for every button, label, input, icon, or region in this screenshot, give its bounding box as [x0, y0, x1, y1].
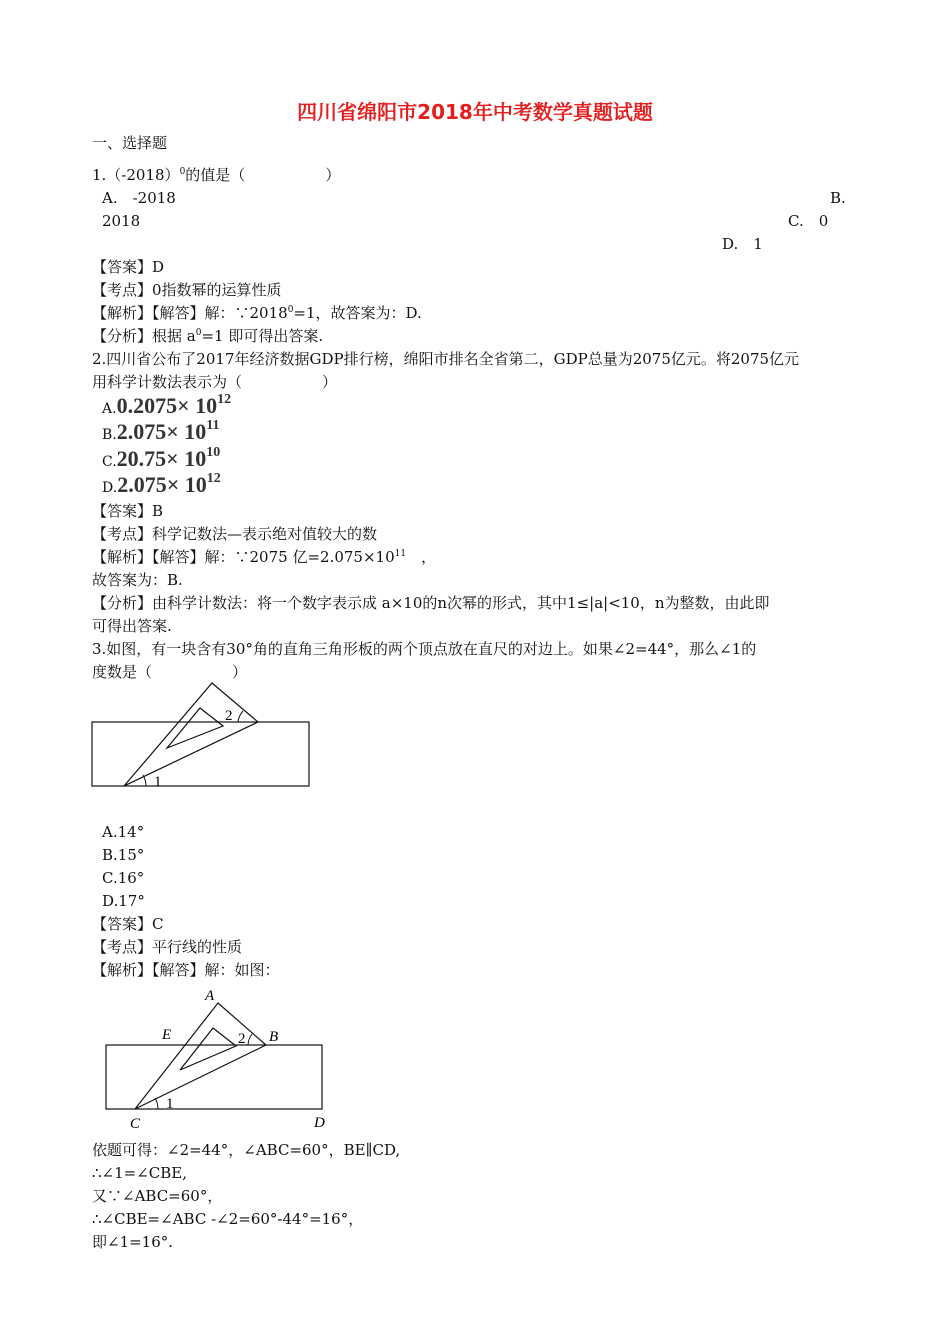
fig2-angle1-label: 1 [166, 1096, 174, 1112]
fig2-label-d: D [314, 1115, 325, 1131]
q3-stem-line1: 3.如图，有一块含有30°角的直角三角形板的两个顶点放在直尺的对边上。如果∠2=44°，那么∠1的 [92, 640, 757, 658]
fig2-label-b: B [269, 1029, 279, 1045]
q2-option-b: $B.2.075\times 10^{11}$ [102, 418, 220, 444]
q1-option-d: D. 1 [722, 235, 763, 253]
fig2-label-e: E [162, 1027, 172, 1043]
section-heading: 一、选择题 [92, 134, 168, 152]
q1-stem: $1.(-2018)^0$的值是（ ） [92, 166, 341, 184]
q1-analysis: 【解析】【解答】解：$\because 2018^0=1$，故答案为：D. [92, 304, 422, 322]
q2-fenxi-line2: 可得出答案. [92, 617, 172, 635]
angle-2-arc-2 [248, 1034, 252, 1045]
q1-option-c: C. 0 [788, 212, 829, 230]
q2-option-c: $C.20.75\times 10^{10}$ [102, 445, 221, 471]
fig2-label-c: C [130, 1116, 141, 1132]
q2-conclusion: 故答案为：B. [92, 571, 183, 589]
fig2-label-a: A [205, 988, 215, 1004]
page-title: 四川省绵阳市2018年中考数学真题试题 [297, 100, 653, 124]
fig1-angle2-label: 2 [225, 708, 233, 724]
q3-solution-line4: ∴∠CBE=∠ABC -∠2=60°-44°=16°， [92, 1210, 364, 1228]
q3-solution-line5: 即∠1=16°. [92, 1233, 174, 1251]
q3-solution-line1: 依题可得：∠2=44°，∠ABC=60°，BE∥CD, [92, 1141, 401, 1159]
q1-option-a: A. -2018 [102, 189, 176, 207]
q3-option-b: B.15° [102, 846, 145, 864]
q3-option-a: A.14° [102, 823, 145, 841]
q2-option-a: $A.0.2075\times 10^{12}$ [102, 392, 232, 418]
q3-stem-line2: 度数是（ ） [92, 663, 248, 681]
q1-option-b: B. [830, 189, 846, 207]
q2-answer: 【答案】B [92, 502, 164, 520]
q3-point: 【考点】平行线的性质 [92, 938, 243, 956]
q1-option-b-value: 2018 [102, 212, 141, 230]
fig2-angle2-label: 2 [238, 1031, 246, 1047]
triangle-outer-2 [135, 1003, 266, 1109]
fig1-angle1-label: 1 [154, 774, 162, 790]
q3-option-d: D.17° [102, 892, 145, 910]
q3-analysis: 【解析】【解答】解：如图： [92, 961, 280, 979]
q3-option-c: C.16° [102, 869, 145, 887]
q2-analysis: 【解析】【解答】解：∵2075 亿$=2.075\times 10^{11}$ ， [92, 548, 437, 566]
q1-fenxi: 【分析】根据 $a^0=1$ 即可得出答案. [92, 327, 324, 345]
angle-1-arc-2 [155, 1098, 158, 1109]
q2-fenxi-line1: 【分析】由科学计数法：将一个数字表示成 a×10的n次幂的形式，其中1≤|a|<10，n为整数，由此即 [92, 594, 770, 612]
ruler-rect-2 [106, 1045, 322, 1109]
q3-solution-line3: 又∵∠ABC=60°， [92, 1187, 223, 1205]
q2-option-d: $D.2.075\times 10^{12}$ [102, 471, 221, 497]
q2-point: 【考点】科学记数法—表示绝对值较大的数 [92, 525, 378, 543]
q1-point: 【考点】0指数幂的运算性质 [92, 281, 282, 299]
q3-solution-line2: ∴∠1=∠CBE, [92, 1164, 188, 1182]
q1-answer: 【答案】D [92, 258, 165, 276]
q2-stem-line1: 2.四川省公布了2017年经济数据GDP排行榜，绵阳市排名全省第二，GDP总量为2075亿元。将2075亿元 [92, 350, 800, 368]
q3-answer: 【答案】C [92, 915, 164, 933]
q2-stem-line2: 用科学计数法表示为（ ） [92, 373, 338, 391]
